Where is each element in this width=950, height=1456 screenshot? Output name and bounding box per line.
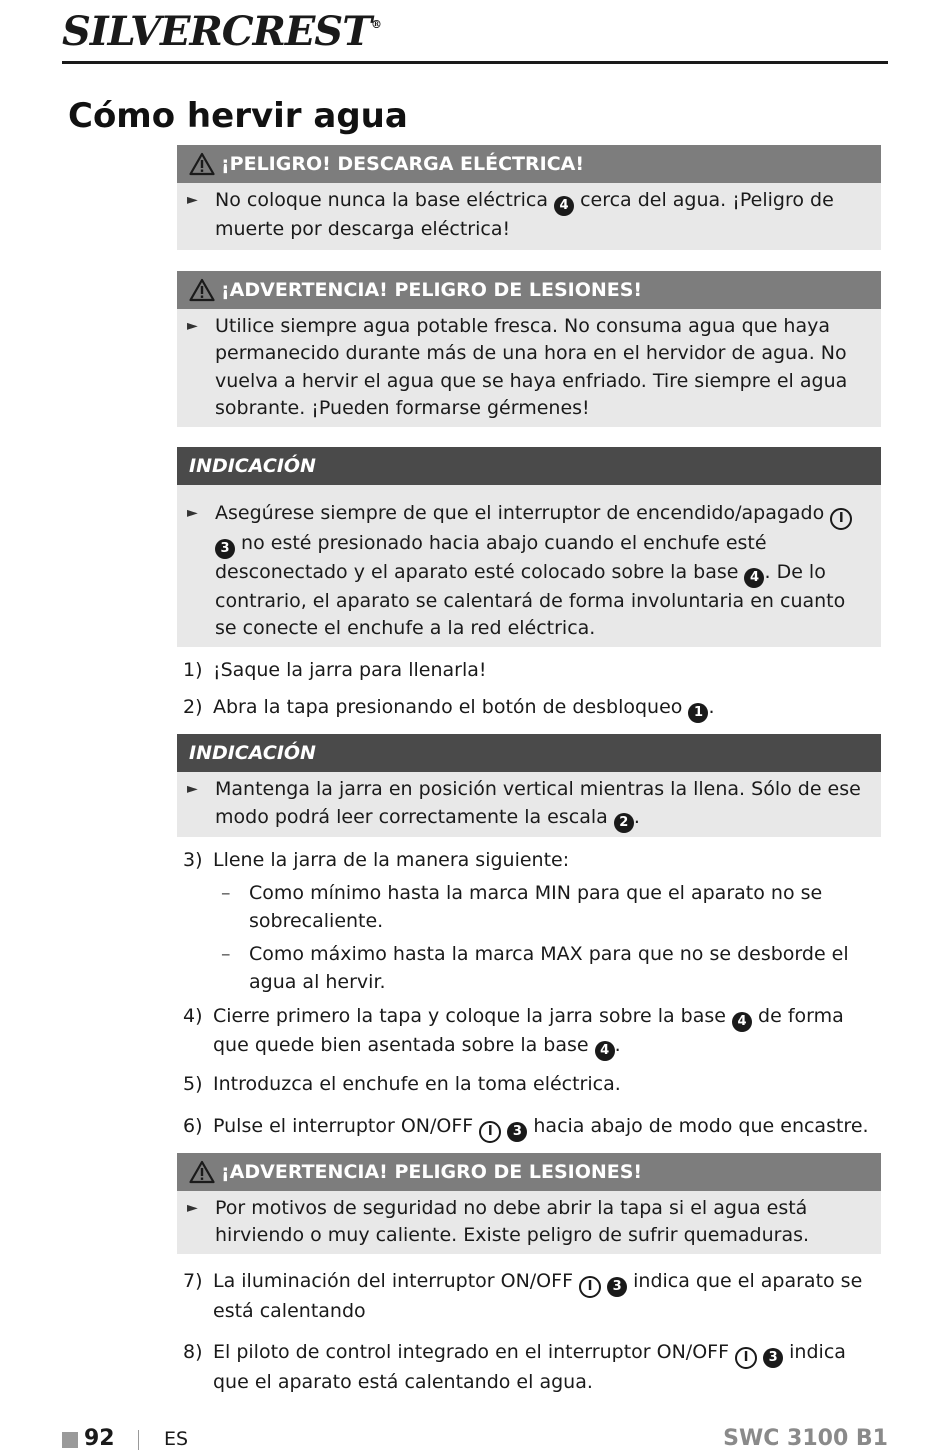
step-item: 6) Pulse el interruptor ON/OFF I 3 hacia abajo de modo que encastre. xyxy=(183,1113,881,1143)
header-rule xyxy=(62,61,888,64)
danger-bullet: ► No coloque nunca la base eléctrica 4 cerca del agua. ¡Peligro de muerte por descarga eléctrica! xyxy=(187,187,871,244)
page-title: Cómo hervir agua xyxy=(68,96,408,136)
part-ref-badge: 4 xyxy=(595,1041,615,1061)
bullet-arrow-icon: ► xyxy=(187,781,198,797)
warning-bullet: ► Utilice siempre agua potable fresca. No consuma agua que haya permanecido durante más de una hora en el hervidor de agua. No vuelva a hervir el agua que se haya enfriado. Tire siempre el agua sobrante. ¡Pueden formarse gérmenes! xyxy=(187,313,871,423)
part-ref-badge: 2 xyxy=(614,813,634,833)
part-ref-badge: 3 xyxy=(607,1277,627,1297)
step-item: 3) Llene la jarra de la manera siguiente: xyxy=(183,848,570,871)
page-footer xyxy=(62,1426,888,1456)
brand-logo: SILVERCREST® xyxy=(62,8,381,55)
warning-triangle-icon xyxy=(189,152,215,176)
power-symbol-icon: I xyxy=(830,508,852,530)
note-heading: INDICACIÓN xyxy=(177,734,881,772)
step-item: 5) Introduzca el enchufe en la toma eléctrica. xyxy=(183,1073,621,1095)
power-symbol-icon: I xyxy=(479,1121,501,1143)
step-item: 2) Abra la tapa presionando el botón de desbloqueo 1 . xyxy=(183,694,881,723)
note-bullet: ► Asegúrese siempre de que el interruptor de encendido/apagado I 3 no esté presionado hacia abajo cuando el enchufe esté desconectado y el aparato esté colocado sobre la base 4 . De lo contrario, el aparato se calentará de forma involuntaria en cuanto se conecte el enchufe a la red eléctrica. xyxy=(187,500,871,643)
footer-divider xyxy=(138,1430,139,1450)
bullet-arrow-icon: ► xyxy=(187,1199,198,1216)
part-ref-badge: 4 xyxy=(732,1012,752,1032)
bullet-arrow-icon: ► xyxy=(187,504,198,521)
danger-box xyxy=(177,145,881,250)
sub-item: – Como mínimo hasta la marca MIN para que el aparato no se sobrecaliente. xyxy=(221,882,823,932)
language-code: ES xyxy=(164,1428,189,1450)
bullet-arrow-icon: ► xyxy=(187,192,198,208)
bullet-arrow-icon: ► xyxy=(187,317,198,334)
step-item: 8) El piloto de control integrado en el interruptor ON/OFF I 3 indica que el aparato está calentando el agua. xyxy=(183,1341,846,1393)
power-symbol-icon: I xyxy=(735,1347,757,1369)
warning-box xyxy=(177,271,881,427)
page-number: 92 xyxy=(84,1426,115,1451)
sub-item: – Como máximo hasta la marca MAX para que no se desborde el agua al hervir. xyxy=(221,943,849,993)
warning-triangle-icon xyxy=(189,1160,215,1184)
warning-heading: ¡ADVERTENCIA! PELIGRO DE LESIONES! xyxy=(177,271,881,309)
note-box xyxy=(177,447,881,647)
footer-square-icon xyxy=(62,1432,78,1448)
note-bullet: ► Mantenga la jarra en posición vertical mientras la llena. Sólo de ese modo podrá leer correctamente la escala 2 . xyxy=(187,776,871,833)
step-item: 1) ¡Saque la jarra para llenarla! xyxy=(183,658,487,681)
part-ref-badge: 4 xyxy=(744,568,764,588)
part-ref-badge: 3 xyxy=(215,539,235,559)
part-ref-badge: 3 xyxy=(763,1348,783,1368)
note-box xyxy=(177,734,881,837)
part-ref-badge: 1 xyxy=(688,703,708,723)
main-content xyxy=(177,145,881,1397)
note-heading: INDICACIÓN xyxy=(177,447,881,485)
part-ref-badge: 4 xyxy=(554,196,574,216)
warning-triangle-icon xyxy=(189,278,215,302)
power-symbol-icon: I xyxy=(579,1276,601,1298)
step-item: 4) Cierre primero la tapa y coloque la jarra sobre la base 4 de forma que quede bien asentada sobre la base 4 . xyxy=(183,1003,881,1061)
warning-box xyxy=(177,1153,881,1254)
part-ref-badge: 3 xyxy=(507,1122,527,1142)
warning-bullet: ► Por motivos de seguridad no debe abrir la tapa si el agua está hirviendo o muy caliente. Existe peligro de sufrir quemaduras. xyxy=(187,1195,871,1250)
model-number: SWC 3100 B1 xyxy=(723,1426,888,1451)
warning-heading: ¡ADVERTENCIA! PELIGRO DE LESIONES! xyxy=(177,1153,881,1191)
step-item: 7) La iluminación del interruptor ON/OFF I 3 indica que el aparato se está calentando xyxy=(183,1269,863,1322)
danger-heading: ¡PELIGRO! DESCARGA ELÉCTRICA! xyxy=(177,145,881,183)
